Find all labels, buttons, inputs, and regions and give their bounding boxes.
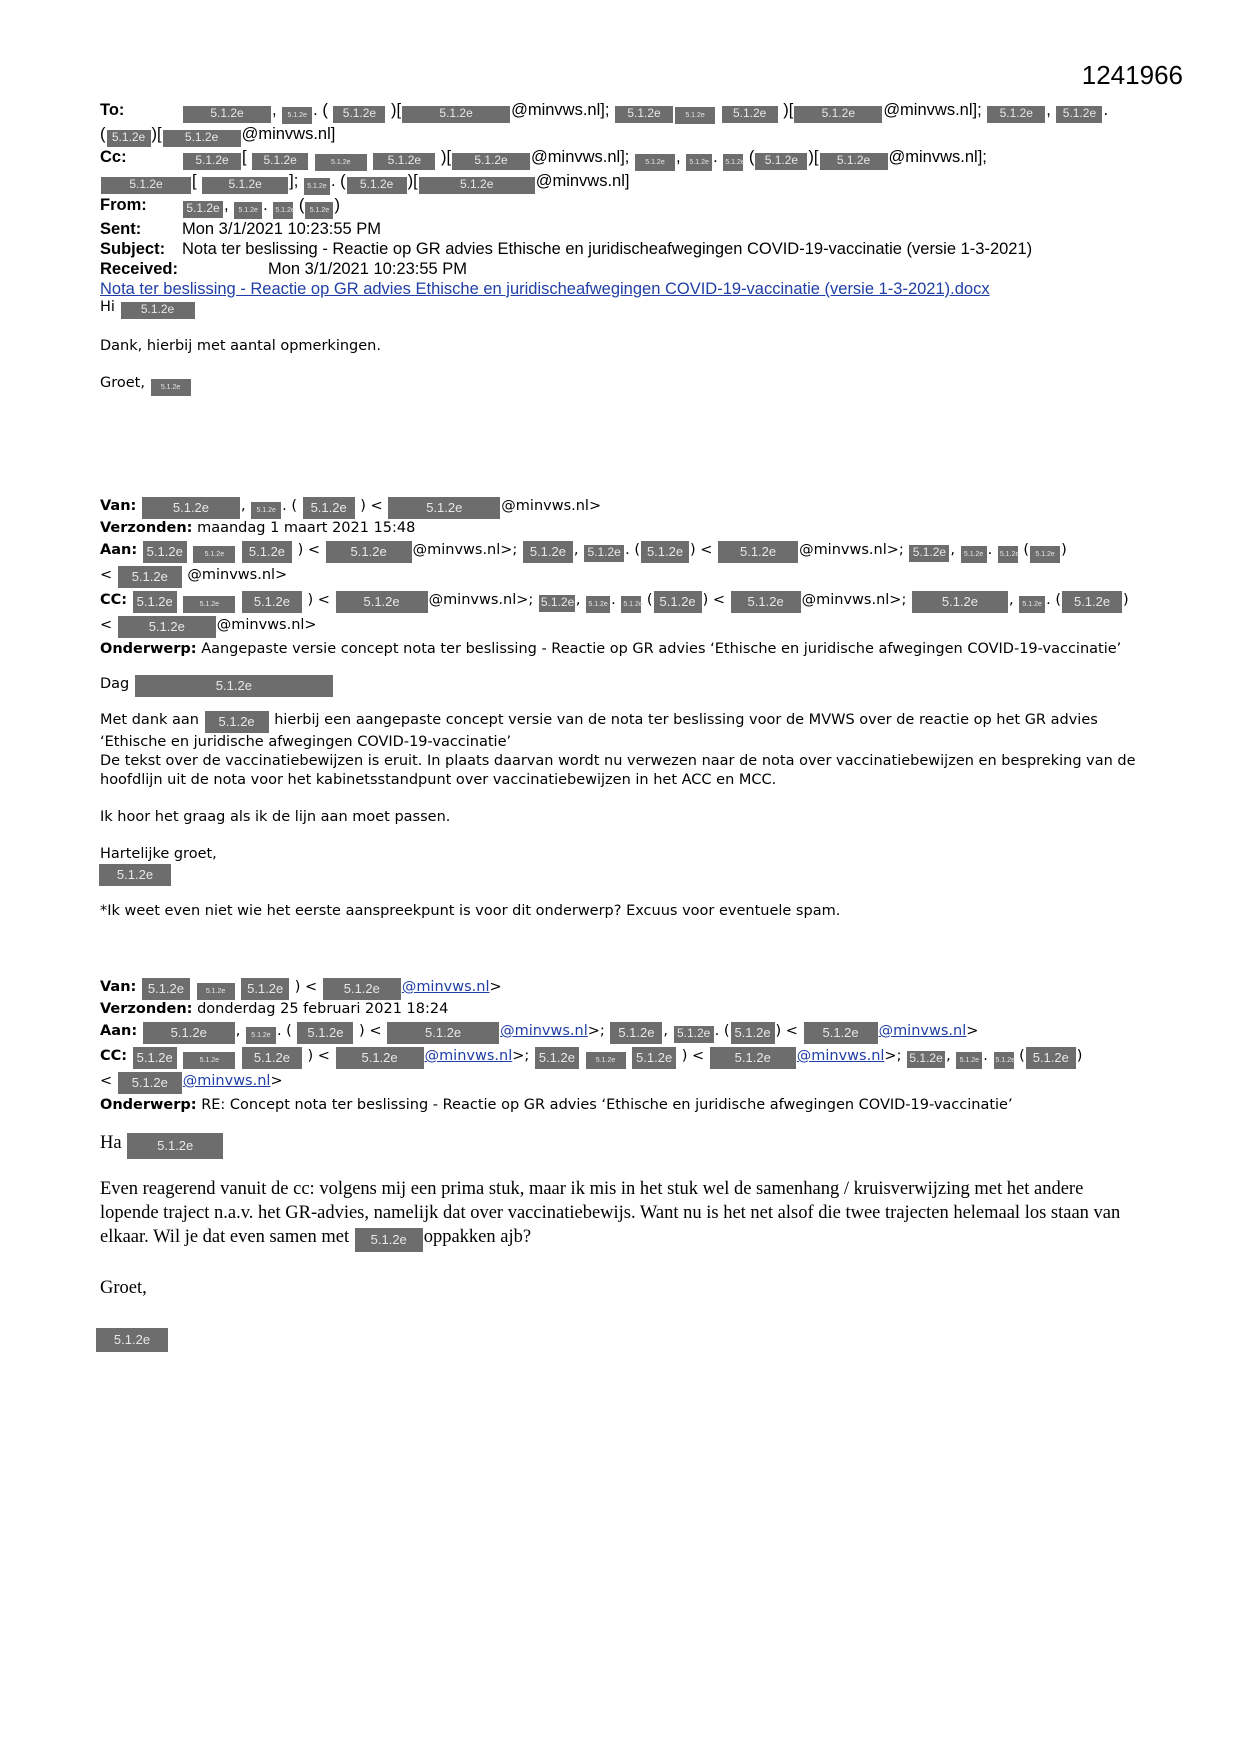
reply-message bbox=[100, 298, 1140, 396]
email-domain: @minvws.nl> bbox=[216, 617, 317, 633]
email-domain: @minvws.nl]; bbox=[888, 148, 987, 166]
verzonden-value: donderdag 25 februari 2021 18:24 bbox=[197, 1001, 449, 1017]
redaction: 5.1.2e bbox=[163, 130, 241, 147]
email-domain: @minvws.nl> bbox=[187, 567, 288, 583]
redaction: 5.1.2e bbox=[127, 1133, 223, 1159]
closing: Groet, bbox=[100, 375, 145, 391]
cc-label: CC: bbox=[100, 1048, 128, 1064]
redaction: 5.1.2e bbox=[242, 541, 292, 563]
onderwerp-row bbox=[100, 1096, 1140, 1115]
aan-row-continued: < 5.1.2e @minvws.nl> bbox=[100, 566, 1140, 588]
redaction: 5.1.2e bbox=[584, 545, 624, 562]
redaction: 5.1.2e bbox=[387, 1022, 499, 1044]
redaction: 5.1.2e bbox=[151, 379, 191, 396]
van-row: Van: 5.1.2e 5.1.2e 5.1.2e ) < 5.1.2e @minvws.nl> bbox=[100, 978, 1140, 1000]
redaction: 5.1.2e bbox=[355, 1228, 423, 1252]
redaction: 5.1.2e bbox=[297, 1022, 353, 1044]
onderwerp-label: Onderwerp: bbox=[100, 641, 197, 657]
redaction: 5.1.2e bbox=[303, 497, 355, 519]
email-domain: @minvws.nl>; bbox=[412, 542, 518, 558]
redaction: 5.1.2e bbox=[197, 983, 235, 1000]
redaction: 5.1.2e bbox=[956, 1052, 982, 1069]
verzonden-row bbox=[100, 519, 1140, 538]
redaction: 5.1.2e bbox=[305, 202, 333, 219]
redaction: 5.1.2e bbox=[1030, 546, 1060, 563]
redaction: 5.1.2e bbox=[142, 497, 240, 519]
verzonden-label: Verzonden: bbox=[100, 520, 193, 536]
to-row: To: 5.1.2e , 5.1.2e . ( 5.1.2e )[ 5.1.2e @minvws.nl]; 5.1.2e 5.1.2e 5.1.2e )[ 5.1.2e @minvws.nl]; 5.1.2e , 5.1.2e . bbox=[100, 100, 1160, 124]
body-text: Dank, hierbij met aantal opmerkingen. bbox=[100, 338, 381, 354]
van-row: Van: 5.1.2e , 5.1.2e . ( 5.1.2e ) < 5.1.2e @minvws.nl> bbox=[100, 497, 1140, 519]
forwarded-message-1 bbox=[100, 497, 1140, 921]
redaction: 5.1.2e bbox=[675, 107, 715, 124]
redaction: 5.1.2e bbox=[133, 1047, 177, 1069]
redaction: 5.1.2e bbox=[99, 864, 171, 886]
greeting: Dag bbox=[100, 676, 130, 692]
redaction: 5.1.2e bbox=[610, 1022, 662, 1044]
redaction: 5.1.2e bbox=[121, 302, 195, 319]
email-header bbox=[100, 100, 1160, 299]
cc-row-continued: < 5.1.2e @minvws.nl> bbox=[100, 616, 1140, 638]
redaction: 5.1.2e bbox=[143, 1022, 235, 1044]
redaction: 5.1.2e bbox=[1026, 1047, 1076, 1069]
redaction: 5.1.2e bbox=[242, 1047, 302, 1069]
greeting-line bbox=[100, 298, 1140, 319]
redaction: 5.1.2e bbox=[1056, 106, 1102, 123]
redaction: 5.1.2e bbox=[994, 1052, 1014, 1069]
redaction: 5.1.2e bbox=[686, 154, 712, 171]
greeting-line bbox=[100, 1131, 1140, 1159]
email-domain: @minvws.nl]; bbox=[883, 101, 982, 119]
redaction: 5.1.2e bbox=[586, 1052, 626, 1069]
redaction: 5.1.2e bbox=[654, 591, 702, 613]
redaction: 5.1.2e bbox=[907, 1051, 945, 1068]
sent-row bbox=[100, 219, 1160, 239]
cc-row: CC: 5.1.2e 5.1.2e 5.1.2e ) < 5.1.2e @minvws.nl>; 5.1.2e , 5.1.2e . 5.1.2e ( 5.1.2e ) < 5.1.2e @minvws.nl>; 5.1.2e , 5.1.2e . ( 5.1.2e ) bbox=[100, 591, 1140, 613]
redaction: 5.1.2e bbox=[710, 1047, 796, 1069]
body-paragraph bbox=[100, 1177, 1140, 1252]
redaction: 5.1.2e bbox=[205, 711, 269, 733]
subject-value: Nota ter beslissing - Reactie op GR advies Ethische en juridischeafwegingen COVID-19-vaccinatie (versie 1-3-2021) bbox=[182, 240, 1033, 258]
redaction: 5.1.2e bbox=[912, 591, 1008, 613]
redaction: 5.1.2e bbox=[635, 154, 675, 171]
signature bbox=[100, 864, 1140, 886]
cc-label: CC: bbox=[100, 592, 128, 608]
received-row bbox=[100, 259, 1160, 279]
redaction: 5.1.2e bbox=[347, 177, 407, 194]
redaction: 5.1.2e bbox=[183, 153, 241, 170]
email-link[interactable]: @minvws.nl bbox=[424, 1048, 513, 1064]
greeting: Ha bbox=[100, 1133, 122, 1153]
redaction: 5.1.2e bbox=[820, 153, 888, 170]
greeting: Hi bbox=[100, 299, 115, 315]
aan-label: Aan: bbox=[100, 1023, 138, 1039]
redaction: 5.1.2e bbox=[326, 541, 412, 563]
redaction: 5.1.2e bbox=[998, 546, 1018, 563]
cc-row-continued: < 5.1.2e @minvws.nl> bbox=[100, 1072, 1140, 1094]
redaction: 5.1.2e bbox=[336, 591, 428, 613]
body-rest: hierbij een aangepaste concept versie van de nota ter beslissing voor de MVWS over de reactie op het GR advies ‘Ethische en juridische afwegingen COVID-19-vaccinatie’ bbox=[100, 712, 1098, 750]
redaction: 5.1.2e bbox=[961, 546, 987, 563]
redaction: 5.1.2e bbox=[252, 153, 308, 170]
body-paragraph-3: Ik hoor het graag als ik de lijn aan moet passen. bbox=[100, 809, 451, 825]
aan-label: Aan: bbox=[100, 542, 138, 558]
email-link[interactable]: @minvws.nl bbox=[878, 1023, 967, 1039]
van-label: Van: bbox=[100, 498, 137, 514]
redaction: 5.1.2e bbox=[641, 541, 689, 563]
redaction: 5.1.2e bbox=[143, 541, 187, 563]
redaction: 5.1.2e bbox=[107, 130, 151, 147]
redaction: 5.1.2e bbox=[523, 541, 573, 563]
redaction: 5.1.2e bbox=[333, 106, 385, 123]
email-domain: @minvws.nl> bbox=[501, 498, 602, 514]
redaction: 5.1.2e bbox=[323, 978, 401, 1000]
sent-value: Mon 3/1/2021 10:23:55 PM bbox=[182, 220, 382, 238]
redaction: 5.1.2e bbox=[723, 154, 743, 171]
redaction: 5.1.2e bbox=[909, 545, 949, 562]
van-label: Van: bbox=[100, 979, 137, 995]
redaction: 5.1.2e bbox=[282, 107, 312, 124]
redaction: 5.1.2e bbox=[101, 177, 191, 194]
sent-label: Sent: bbox=[100, 220, 142, 238]
redaction: 5.1.2e bbox=[118, 616, 216, 638]
signature bbox=[100, 1328, 1140, 1352]
onderwerp-value: RE: Concept nota ter beslissing - Reactie op GR advies ‘Ethische en juridische afwegingen COVID-19-vaccinatie’ bbox=[201, 1097, 1013, 1113]
redaction: 5.1.2e bbox=[142, 978, 190, 1000]
redaction: 5.1.2e bbox=[304, 178, 330, 195]
cc-row-continued: 5.1.2e [ 5.1.2e ]; 5.1.2e . ( 5.1.2e )[ 5.1.2e @minvws.nl] bbox=[100, 171, 1160, 195]
redaction: 5.1.2e bbox=[241, 978, 289, 1000]
email-link[interactable]: @minvws.nl bbox=[796, 1048, 885, 1064]
subject-row bbox=[100, 239, 1160, 259]
attachment-row bbox=[100, 279, 1160, 299]
redaction: 5.1.2e bbox=[183, 106, 271, 123]
greeting-line bbox=[100, 675, 1140, 697]
redaction: 5.1.2e bbox=[539, 595, 575, 612]
onderwerp-label: Onderwerp: bbox=[100, 1097, 197, 1113]
redaction: 5.1.2e bbox=[419, 177, 535, 194]
email-domain: @minvws.nl] bbox=[241, 125, 336, 143]
redaction: 5.1.2e bbox=[615, 106, 673, 123]
redaction: 5.1.2e bbox=[242, 591, 302, 613]
redaction: 5.1.2e bbox=[118, 1072, 182, 1094]
redaction: 5.1.2e bbox=[987, 106, 1045, 123]
redaction: 5.1.2e bbox=[193, 546, 235, 563]
redaction: 5.1.2e bbox=[246, 1027, 276, 1044]
email-link[interactable]: @minvws.nl bbox=[500, 1023, 588, 1039]
footnote: *Ik weet even niet wie het eerste aanspreekpunt is voor dit onderwerp? Excuus voor eventuele spam. bbox=[100, 903, 841, 919]
verzonden-label: Verzonden: bbox=[100, 1001, 193, 1017]
to-row-continued: ( 5.1.2e )[ 5.1.2e @minvws.nl] bbox=[100, 124, 1160, 147]
closing: Hartelijke groet, bbox=[100, 846, 217, 862]
subject-label: Subject: bbox=[100, 240, 166, 258]
from-row: From: 5.1.2e , 5.1.2e . 5.1.2e ( 5.1.2e ) bbox=[100, 195, 1160, 219]
received-label: Received: bbox=[100, 260, 178, 278]
redaction: 5.1.2e bbox=[315, 154, 367, 171]
redaction: 5.1.2e bbox=[718, 541, 798, 563]
redaction: 5.1.2e bbox=[452, 153, 530, 170]
email-domain: @minvws.nl]; bbox=[511, 101, 610, 119]
cc-label: Cc: bbox=[100, 148, 127, 166]
email-domain: @minvws.nl>; bbox=[799, 542, 904, 558]
redaction: 5.1.2e bbox=[183, 1052, 235, 1069]
received-value: Mon 3/1/2021 10:23:55 PM bbox=[268, 260, 468, 278]
redaction: 5.1.2e bbox=[535, 1047, 579, 1069]
closing: Groet, bbox=[100, 1278, 147, 1298]
onderwerp-value: Aangepaste versie concept nota ter beslissing - Reactie op GR advies ‘Ethische en juridische afwegingen COVID-19-vaccinatie’ bbox=[201, 641, 1122, 657]
redaction: 5.1.2e bbox=[755, 153, 807, 170]
email-link[interactable]: @minvws.nl bbox=[401, 979, 490, 995]
body-paragraph-2: De tekst over de vaccinatiebewijzen is eruit. In plaats daarvan wordt nu verwezen naar de nota over vaccinatiebewijzen en bespreking van de hoofdlijn uit de nota voor het kabinetsstandpunt over vaccinatiebewijzen in het ACC en MCC. bbox=[100, 753, 1136, 788]
verzonden-value: maandag 1 maart 2021 15:48 bbox=[197, 520, 416, 536]
body-end: oppakken ajb? bbox=[423, 1227, 532, 1247]
redaction: 5.1.2e bbox=[674, 1026, 714, 1043]
redaction: 5.1.2e bbox=[794, 106, 882, 123]
redaction: 5.1.2e bbox=[632, 1047, 676, 1069]
onderwerp-row bbox=[100, 640, 1140, 659]
redaction: 5.1.2e bbox=[251, 502, 281, 519]
redaction: 5.1.2e bbox=[234, 202, 262, 219]
redaction: 5.1.2e bbox=[722, 106, 778, 123]
body-start: Even reagerend vanuit de cc: volgens mij een prima stuk, maar ik mis in het stuk wel de samenhang / kruisverwijzing met het andere lopende traject n.a.v. het GR-advies, namelijk dat over vaccinatiebewijs. Want nu is het net alsof die twee trajecten helemaal los staan van elkaar. Wil je dat even samen met bbox=[100, 1179, 1121, 1247]
document-id: 1241966 bbox=[1081, 60, 1183, 90]
redaction: 5.1.2e bbox=[402, 106, 510, 123]
redaction: 5.1.2e bbox=[118, 566, 182, 588]
verzonden-row bbox=[100, 1000, 1140, 1019]
redaction: 5.1.2e bbox=[1062, 591, 1122, 613]
email-domain: @minvws.nl>; bbox=[801, 592, 907, 608]
aan-row: Aan: 5.1.2e , 5.1.2e . ( 5.1.2e ) < 5.1.2e @minvws.nl>; 5.1.2e , 5.1.2e . ( 5.1.2e ) < 5.1.2e @minvws.nl> bbox=[100, 1022, 1140, 1044]
redaction: 5.1.2e bbox=[388, 497, 500, 519]
body-start: Met dank aan bbox=[100, 712, 199, 728]
redaction: 5.1.2e bbox=[1019, 596, 1045, 613]
redaction: 5.1.2e bbox=[731, 591, 801, 613]
redaction: 5.1.2e bbox=[336, 1047, 424, 1069]
redaction: 5.1.2e bbox=[183, 201, 223, 218]
redaction: 5.1.2e bbox=[273, 202, 293, 219]
redaction: 5.1.2e bbox=[621, 596, 641, 613]
from-label: From: bbox=[100, 196, 147, 214]
cc-row: CC: 5.1.2e 5.1.2e 5.1.2e ) < 5.1.2e @minvws.nl>; 5.1.2e 5.1.2e 5.1.2e ) < 5.1.2e @minvws.nl>; 5.1.2e , 5.1.2e . 5.1.2e ( 5.1.2e ) bbox=[100, 1047, 1140, 1069]
redaction: 5.1.2e bbox=[373, 153, 435, 170]
redaction: 5.1.2e bbox=[804, 1022, 878, 1044]
redaction: 5.1.2e bbox=[183, 596, 235, 613]
redaction: 5.1.2e bbox=[202, 177, 288, 194]
redaction: 5.1.2e bbox=[133, 591, 177, 613]
email-domain: @minvws.nl]; bbox=[531, 148, 630, 166]
redaction: 5.1.2e bbox=[135, 675, 333, 697]
aan-row: Aan: 5.1.2e 5.1.2e 5.1.2e ) < 5.1.2e @minvws.nl>; 5.1.2e , 5.1.2e . ( 5.1.2e ) < 5.1.2e @minvws.nl>; 5.1.2e , 5.1.2e . 5.1.2e ( 5.1.2e ) bbox=[100, 541, 1140, 563]
redaction: 5.1.2e bbox=[96, 1328, 168, 1352]
cc-row: Cc: 5.1.2e [ 5.1.2e 5.1.2e 5.1.2e )[ 5.1.2e @minvws.nl]; 5.1.2e , 5.1.2e . 5.1.2e ( 5.1.2e )[ 5.1.2e @minvws.nl]; bbox=[100, 147, 1160, 171]
attachment-link[interactable]: Nota ter beslissing - Reactie op GR advies Ethische en juridischeafwegingen COVID-19-vaccinatie (versie 1-3-2021).docx bbox=[100, 280, 990, 298]
to-label: To: bbox=[100, 101, 125, 119]
email-domain: @minvws.nl>; bbox=[428, 592, 534, 608]
forwarded-message-2 bbox=[100, 978, 1140, 1352]
body-paragraph bbox=[100, 711, 1140, 752]
email-link[interactable]: @minvws.nl bbox=[182, 1073, 271, 1089]
redaction: 5.1.2e bbox=[731, 1022, 775, 1044]
email-domain: @minvws.nl] bbox=[535, 172, 630, 190]
closing-line bbox=[100, 374, 1140, 396]
redaction: 5.1.2e bbox=[586, 596, 610, 613]
